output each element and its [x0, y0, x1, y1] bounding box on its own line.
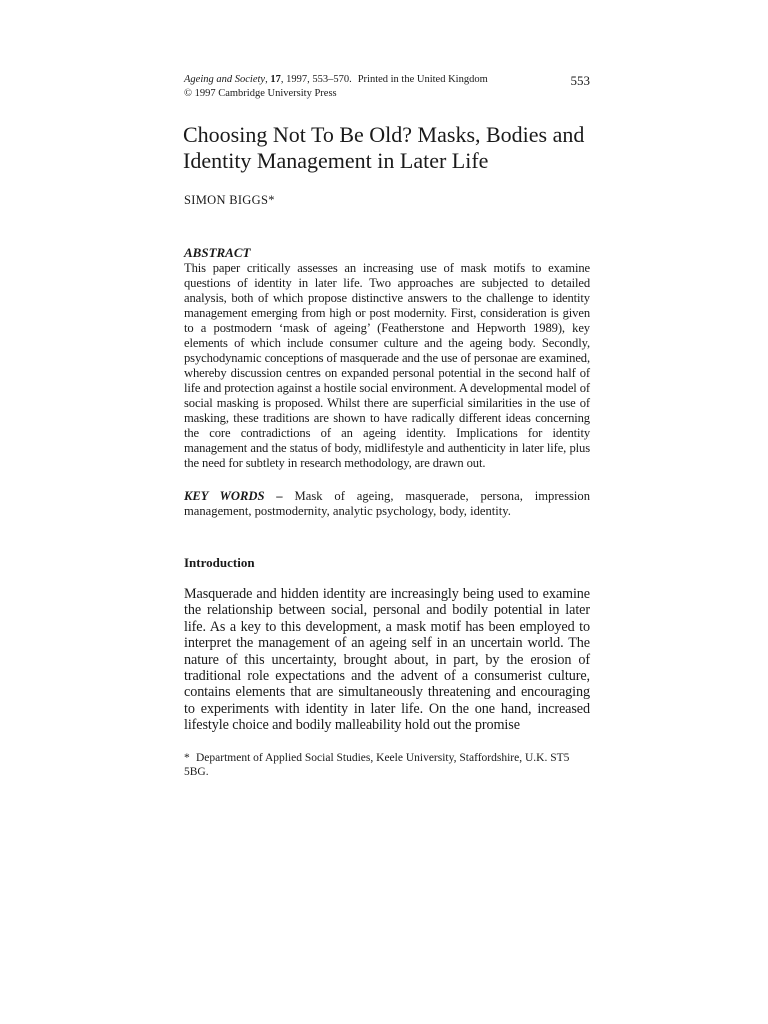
footnote-text: Department of Applied Social Studies, Keele University, Staffordshire, U.K. ST5 5BG. [184, 752, 570, 778]
abstract-section [184, 245, 590, 471]
journal-volume: 17 [270, 74, 281, 85]
abstract-heading: ABSTRACT [184, 245, 251, 260]
journal-separator: , [265, 74, 271, 85]
keywords-label: KEY WORDS – [184, 489, 283, 503]
journal-year-pages: , 1997, 553–570. [280, 74, 352, 85]
page-number: 553 [570, 73, 590, 88]
article-title: Choosing Not To Be Old? Masks, Bodies and Identity Management in Later Life [183, 122, 585, 173]
copyright-line: © 1997 Cambridge University Press [184, 88, 337, 99]
footnote-mark: * [184, 752, 190, 764]
author-footnote [184, 751, 590, 779]
journal-header [184, 73, 592, 101]
abstract-text: This paper critically assesses an increasing use of mask motifs to examine questions of identity in later life. Two approaches are subjected to detailed analysis, both of which propose distinctive answers to the challenge to identity management emerging from high or post modernity. First, consideration is given to a postmodern ‘mask of ageing’ (Featherstone and Hepworth 1989), key elements of which include consumer culture and the ageing body. Secondly, psychodynamic conceptions of masquerade and the use of personae are examined, whereby discussion centres on expanded personal potential in the second half of life and protection against a hostile social environment. A developmental model of social masking is proposed. Whilst there are superficial similarities in the use of masking, these traditions are shown to have radically different ideas concerning the core contradictions of an ageing identity. Implications for identity management and the status of body, midlifestyle and authenticity in later life, plus the need for subtlety in research methodology, are drawn out. [184, 261, 590, 470]
printed-in: Printed in the United Kingdom [357, 74, 488, 85]
journal-name: Ageing and Society [184, 74, 266, 85]
introduction-heading: Introduction [184, 555, 255, 570]
article-author: SIMON BIGGS* [184, 193, 275, 207]
introduction-text: Masquerade and hidden identity are increasingly being used to examine the relationship between social, personal and bodily potential in later life. As a key to this development, a mask motif has been employed to interpret the management of an ageing self in an uncertain world. The nature of this uncertainty, brought about, in part, by the erosion of traditional role expectations and the advent of a consumerist culture, contains elements that are simultaneously threatening and encouraging to experiments with identity in later life. On the one hand, increased lifestyle choice and bodily malleability hold out the promise [184, 586, 590, 734]
keywords-paragraph [184, 489, 590, 519]
keywords-text: Mask of ageing, masquerade, persona, impression management, postmodernity, analytic psychology, body, identity. [184, 489, 590, 518]
